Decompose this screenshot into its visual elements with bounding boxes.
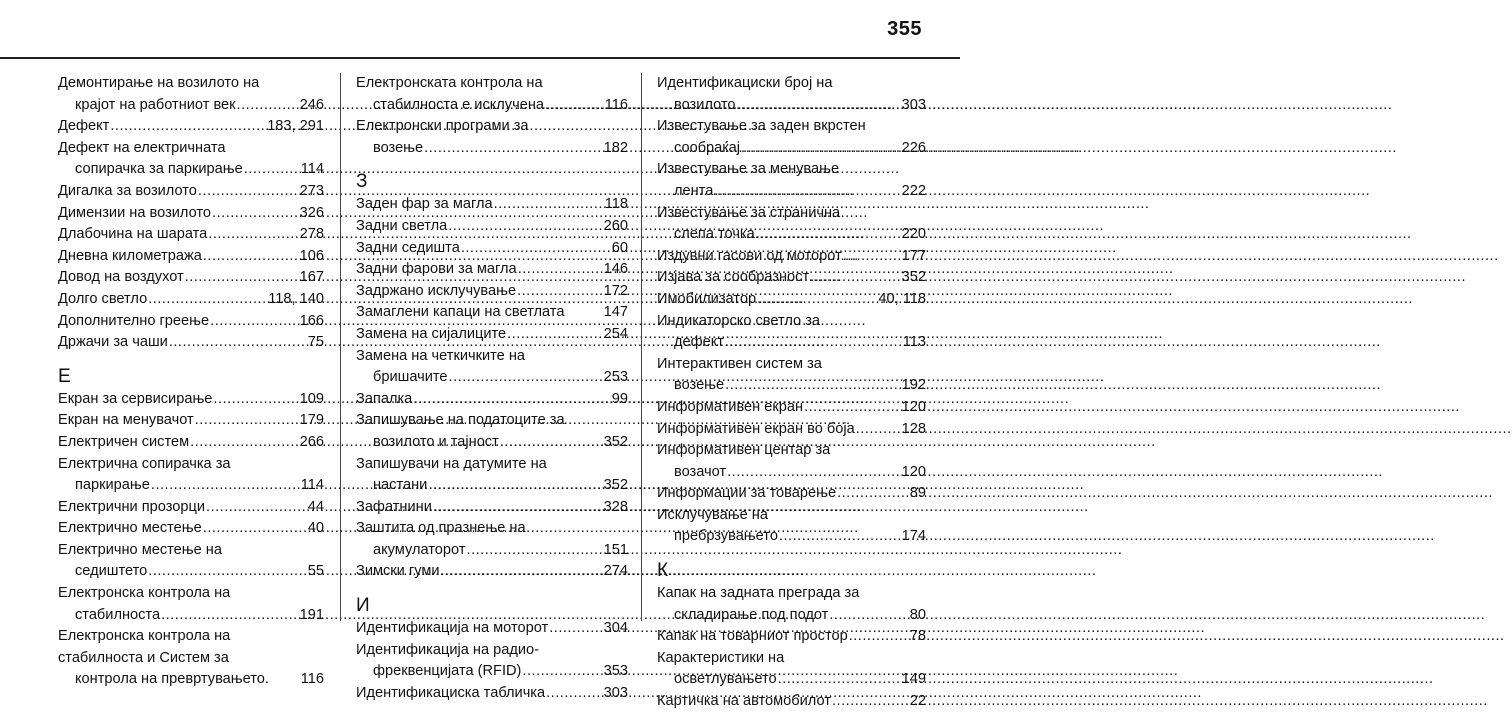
index-page-ref[interactable]: 118, 140 xyxy=(268,290,324,307)
index-entry-text: Димензии на возилото xyxy=(58,204,212,221)
index-page-ref[interactable]: 60 xyxy=(611,239,628,256)
index-entry-text: Електрична сопирачка за xyxy=(58,455,231,472)
index-entry xyxy=(58,454,324,497)
index-page-ref[interactable]: 303 xyxy=(603,684,628,701)
index-entry xyxy=(58,410,324,432)
index-entry-text: Задржано исклучување xyxy=(356,282,517,299)
index-entry-text: Идентификациски број на xyxy=(657,75,833,91)
dot-leader xyxy=(237,95,299,117)
index-page-ref[interactable]: 116 xyxy=(604,96,628,113)
dot-leader xyxy=(565,302,602,324)
dot-leader xyxy=(208,224,298,246)
index-entry xyxy=(356,497,628,519)
index-entry-text: Екран на менувачот xyxy=(58,412,194,429)
dot-leader xyxy=(517,281,603,303)
index-entry-text: Запишувачи на датумите на xyxy=(356,455,547,472)
index-entry-text: Запишување на податоците за xyxy=(356,412,565,429)
index-entry xyxy=(657,419,926,441)
index-page-ref[interactable]: 147 xyxy=(603,304,628,321)
index-entry xyxy=(58,518,324,540)
dot-leader xyxy=(725,375,900,397)
index-page-ref[interactable]: 120 xyxy=(901,398,926,415)
index-entry xyxy=(58,540,324,583)
index-page-ref[interactable]: 172 xyxy=(603,282,628,299)
index-entry-text: Запалка xyxy=(356,390,413,407)
dot-leader xyxy=(856,419,901,441)
dot-leader xyxy=(195,410,299,432)
index-entry-text: Дефект на електричната xyxy=(58,139,226,156)
dot-leader xyxy=(518,259,603,281)
index-entry-text: Заден фар за магла xyxy=(356,196,493,213)
index-entry xyxy=(356,194,628,216)
index-entry-text: осветлувањето xyxy=(674,671,777,688)
index-entry-text: Замена на сијалиците xyxy=(356,325,507,342)
index-entry xyxy=(58,432,324,454)
index-page-ref[interactable]: 22 xyxy=(909,693,926,710)
dot-leader xyxy=(545,95,604,117)
dot-leader xyxy=(198,181,299,203)
index-entry-text: возење xyxy=(373,139,424,156)
index-entry xyxy=(58,246,324,268)
index-entry xyxy=(356,618,628,640)
index-page-ref[interactable]: 167 xyxy=(299,269,324,286)
index-entry xyxy=(356,410,628,453)
index-entry-text: лента xyxy=(674,182,714,199)
index-page-ref[interactable]: 113 xyxy=(902,334,926,351)
dot-leader xyxy=(546,683,603,705)
index-entry xyxy=(657,203,926,246)
index-entry-text: стабилноста xyxy=(75,606,161,623)
dot-leader xyxy=(203,246,299,268)
dot-leader xyxy=(522,661,602,683)
index-entry-text: Електрично местење xyxy=(58,520,202,537)
index-entry-text: Известување за заден вкрстен xyxy=(657,118,866,135)
index-page-ref[interactable]: 106 xyxy=(299,247,324,264)
index-page-ref[interactable]: 114 xyxy=(300,161,324,178)
index-entry-text: Довод на воздухот xyxy=(58,269,184,286)
column-divider xyxy=(340,73,341,621)
index-page-ref[interactable]: 326 xyxy=(299,204,324,221)
index-entry xyxy=(657,583,926,626)
index-entry xyxy=(657,289,926,311)
index-entry xyxy=(58,138,324,181)
index-entry-text: возење xyxy=(674,377,725,394)
index-page-ref[interactable]: 273 xyxy=(299,182,324,199)
index-entry-text: Екран за сервисирање xyxy=(58,390,213,407)
index-entry-text: крајот на работниот век xyxy=(75,96,236,113)
index-entry-text: Замена на четкичките на xyxy=(356,347,526,364)
index-entry-text: контрола на превртувањето. xyxy=(75,671,269,688)
index-entry xyxy=(657,311,926,354)
dot-leader xyxy=(148,561,307,583)
index-page-ref[interactable]: 220 xyxy=(901,226,926,243)
dot-leader xyxy=(210,311,299,333)
index-entry xyxy=(657,354,926,397)
index-entry xyxy=(58,203,324,225)
index-entry-text: возилото xyxy=(674,96,736,113)
index-entry xyxy=(657,483,926,505)
dot-leader xyxy=(500,432,603,454)
index-entry xyxy=(356,683,628,705)
index-entry-text: дефект xyxy=(674,334,724,351)
index-entry-text: Демонтирање на возилото на xyxy=(58,75,260,91)
dot-leader xyxy=(741,138,901,160)
index-column-3 xyxy=(657,73,926,713)
dot-leader xyxy=(849,626,909,648)
dot-leader xyxy=(413,389,610,411)
dot-leader xyxy=(161,605,299,627)
index-entry xyxy=(657,267,926,289)
index-entry xyxy=(58,116,324,138)
index-entry-text: возачот xyxy=(674,463,727,480)
dot-leader xyxy=(461,238,611,260)
index-entry-text: стабилноста и Систем за xyxy=(58,649,229,666)
index-entry xyxy=(356,518,628,561)
index-page-ref[interactable]: 89 xyxy=(909,485,926,502)
index-page-ref[interactable]: 120 xyxy=(901,463,926,480)
index-entry-text: Електронска контрола на xyxy=(58,628,231,645)
dot-leader xyxy=(148,289,267,311)
index-column-2 xyxy=(356,73,628,704)
index-page-ref[interactable]: 222 xyxy=(901,182,926,199)
index-page-ref[interactable]: 353 xyxy=(603,663,628,680)
index-entry-text: Исклучување на xyxy=(657,506,768,523)
index-entry-text: Дефект xyxy=(58,118,110,135)
index-letter-heading: Е xyxy=(58,365,71,387)
index-entry-text: Информации за товарење xyxy=(657,485,837,502)
dot-leader xyxy=(778,669,901,691)
index-page-ref[interactable]: 191 xyxy=(299,606,324,623)
index-page-ref[interactable]: 55 xyxy=(307,563,324,580)
index-entry-text: Дневна километража xyxy=(58,247,202,264)
index-entry-text: Електричен систем xyxy=(58,433,190,450)
index-page-ref[interactable]: 177 xyxy=(901,247,926,264)
index-letter-heading: И xyxy=(356,595,370,617)
index-entry-text: седиштето xyxy=(75,563,148,580)
index-page-ref[interactable]: 352 xyxy=(901,269,926,286)
index-entry xyxy=(657,116,926,159)
index-entry xyxy=(356,389,628,411)
index-entry-text: Индикаторско светло за xyxy=(657,312,821,329)
dot-leader xyxy=(843,246,901,268)
page-number: 355 xyxy=(887,18,922,40)
index-entry xyxy=(58,583,324,626)
index-column-1 xyxy=(58,73,324,691)
index-page-ref[interactable]: 352 xyxy=(603,477,628,494)
index-entry xyxy=(356,640,628,683)
index-page-ref[interactable]: 116 xyxy=(300,671,324,688)
index-page-ref[interactable]: 118 xyxy=(604,196,628,213)
dot-leader xyxy=(756,224,901,246)
dot-leader xyxy=(244,159,300,181)
index-page-ref[interactable]: 80 xyxy=(909,606,926,623)
dot-leader xyxy=(714,181,900,203)
dot-leader xyxy=(441,561,603,583)
index-entry xyxy=(58,224,324,246)
index-page-ref[interactable]: 179 xyxy=(299,412,324,429)
dot-leader xyxy=(832,691,909,713)
dot-leader xyxy=(449,367,603,389)
index-entry-text: Задни седишта xyxy=(356,239,460,256)
index-page-ref[interactable]: 128 xyxy=(901,420,926,437)
index-page-ref[interactable]: 260 xyxy=(603,217,628,234)
index-page-ref[interactable]: 146 xyxy=(603,261,628,278)
index-entry xyxy=(356,324,628,346)
index-entry-text: Дополнително греење xyxy=(58,312,210,329)
index-entry-text: Држачи за чаши xyxy=(58,334,168,351)
dot-leader xyxy=(185,267,299,289)
dot-leader xyxy=(837,483,909,505)
index-page-ref[interactable]: 253 xyxy=(603,369,628,386)
dot-leader xyxy=(203,518,307,540)
index-entry xyxy=(58,389,324,411)
index-page-ref[interactable]: 254 xyxy=(603,325,628,342)
dot-leader xyxy=(428,475,602,497)
index-entry-text: Задни фарови за магла xyxy=(356,261,517,278)
index-entry-text: Идентификација на моторот xyxy=(356,620,549,637)
index-entry xyxy=(356,561,628,583)
index-page-ref[interactable]: 40 xyxy=(307,520,324,537)
index-page-ref[interactable]: 303 xyxy=(901,96,926,113)
dot-leader xyxy=(494,194,604,216)
index-entry xyxy=(657,440,926,483)
index-entry-text: Зафатнини xyxy=(356,498,432,515)
index-page-ref[interactable]: 149 xyxy=(901,671,926,688)
index-entry xyxy=(356,302,628,324)
index-page-ref[interactable]: 174 xyxy=(901,528,926,545)
index-entry-text: возилото и тајност xyxy=(373,433,499,450)
index-letter-heading: З xyxy=(356,171,368,193)
index-entry-text: Дигалка за возилото xyxy=(58,182,197,199)
dot-leader xyxy=(757,289,877,311)
index-entry-text: слепа точка xyxy=(674,226,755,243)
index-entry-text: настани xyxy=(373,477,428,494)
index-entry-text: Информативен центар за xyxy=(657,442,831,459)
top-rule xyxy=(0,57,960,59)
index-entry-text: Електронска контрола на xyxy=(58,585,231,602)
index-entry-text: Изјава за сообразност xyxy=(657,269,810,286)
index-page-ref[interactable]: 166 xyxy=(299,312,324,329)
index-entry-text: паркирање xyxy=(75,477,150,494)
index-entry-text: Заштита од празнење на xyxy=(356,520,526,537)
index-entry-text: стабилноста е исклучена xyxy=(373,96,544,113)
index-page-ref[interactable]: 44 xyxy=(307,498,324,515)
index-entry-text: Електрични прозорци xyxy=(58,498,205,515)
index-entry xyxy=(657,73,926,116)
index-entry-text: сопирачка за паркирање xyxy=(75,161,243,178)
index-page-ref[interactable]: 304 xyxy=(603,620,628,637)
dot-leader xyxy=(727,462,901,484)
index-page-ref[interactable]: 192 xyxy=(901,377,926,394)
index-entry-text: Информативен екран во боја xyxy=(657,420,855,437)
dot-leader xyxy=(507,324,602,346)
index-entry-text: Електрично местење на xyxy=(58,541,222,558)
dot-leader xyxy=(190,432,299,454)
index-page-ref[interactable]: 246 xyxy=(299,96,324,113)
dot-leader xyxy=(549,618,602,640)
index-entry xyxy=(58,497,324,519)
index-entry xyxy=(58,289,324,311)
index-page-ref[interactable]: 109 xyxy=(299,390,324,407)
index-entry-text: Длабочина на шарата xyxy=(58,226,208,243)
index-page-ref[interactable]: 266 xyxy=(299,433,324,450)
index-entry-text: Известување за странична xyxy=(657,204,841,221)
index-entry xyxy=(58,73,324,116)
index-letter-heading: К xyxy=(657,560,669,582)
dot-leader xyxy=(151,475,300,497)
index-entry xyxy=(58,626,324,691)
index-entry xyxy=(58,311,324,333)
index-page-ref[interactable]: 75 xyxy=(307,334,324,351)
index-entry-text: Информативен екран xyxy=(657,398,804,415)
dot-leader xyxy=(448,216,602,238)
index-entry xyxy=(58,181,324,203)
index-entry-text: Известување за менување xyxy=(657,161,840,178)
index-entry-text: Интерактивен систем за xyxy=(657,355,822,372)
index-entry-text: фреквенцијата (RFID) xyxy=(373,663,522,680)
index-entry xyxy=(657,626,926,648)
index-entry-text: Зимски гуми xyxy=(356,563,440,580)
index-entry-text: Долго светло xyxy=(58,290,148,307)
index-page-ref[interactable]: 40, 118 xyxy=(878,290,926,307)
index-entry xyxy=(657,505,926,548)
index-entry xyxy=(356,346,628,389)
dot-leader xyxy=(804,397,901,419)
index-page-ref[interactable]: 114 xyxy=(300,477,324,494)
dot-leader xyxy=(213,389,298,411)
index-entry xyxy=(58,267,324,289)
index-page-ref[interactable]: 99 xyxy=(611,390,628,407)
index-entry-text: Капак на товарниот простор xyxy=(657,628,848,645)
index-entry xyxy=(657,691,926,713)
index-entry-text: Картичка на автомобилот xyxy=(657,693,831,710)
index-page-ref[interactable]: 274 xyxy=(603,563,628,580)
index-entry-text: Замаглени капаци на светлата xyxy=(356,304,565,321)
dot-leader xyxy=(424,138,602,160)
index-entry-text: Издувни гасови од моторот xyxy=(657,247,842,264)
dot-leader xyxy=(779,526,901,548)
index-page-ref[interactable]: 182 xyxy=(603,139,628,156)
index-page-ref[interactable]: 352 xyxy=(603,433,628,450)
index-entry xyxy=(657,159,926,202)
dot-leader xyxy=(737,95,901,117)
index-entry-text: Идентификациска табличка xyxy=(356,684,546,701)
index-entry-text: Капак на задната преграда за xyxy=(657,585,860,602)
index-entry-text: Карактеристики на xyxy=(657,649,785,666)
index-entry xyxy=(657,648,926,691)
index-entry-text: Имобилизатор xyxy=(657,290,757,307)
index-entry xyxy=(356,238,628,260)
index-entry xyxy=(356,454,628,497)
index-page-ref[interactable]: 328 xyxy=(603,498,628,515)
index-entry xyxy=(657,397,926,419)
dot-leader xyxy=(206,497,307,519)
index-entry-text: акумулаторот xyxy=(373,541,466,558)
index-entry-text: Електронски програми за xyxy=(356,118,529,135)
index-entry xyxy=(657,246,926,268)
index-entry-text: Задни светла xyxy=(356,217,448,234)
index-entry-text: пребрзувањето xyxy=(674,528,778,545)
index-page-ref[interactable]: 183, 291 xyxy=(267,118,324,135)
dot-leader xyxy=(829,605,908,627)
index-page-ref[interactable]: 151 xyxy=(603,541,628,558)
index-entry xyxy=(356,116,628,159)
dot-leader xyxy=(810,267,901,289)
index-entry xyxy=(356,259,628,281)
dot-leader xyxy=(212,203,299,225)
index-entry-text: Електронската контрола на xyxy=(356,75,543,91)
index-entry xyxy=(356,216,628,238)
index-page-ref[interactable]: 78 xyxy=(909,628,926,645)
index-entry xyxy=(356,281,628,303)
dot-leader xyxy=(725,332,902,354)
dot-leader xyxy=(270,669,300,691)
index-entry xyxy=(356,73,628,116)
dot-leader xyxy=(169,332,307,354)
index-entry-text: сообраќај xyxy=(674,139,741,156)
index-entry-text: бришачите xyxy=(373,369,448,386)
index-entry-text: складирање под подот xyxy=(674,606,829,623)
index-entry-text: Идентификација на радио- xyxy=(356,641,540,658)
column-divider xyxy=(641,73,642,621)
dot-leader xyxy=(467,540,603,562)
index-page-ref[interactable]: 278 xyxy=(299,226,324,243)
dot-leader xyxy=(110,116,266,138)
dot-leader xyxy=(433,497,603,519)
index-entry xyxy=(58,332,324,354)
index-page-ref[interactable]: 226 xyxy=(901,139,926,156)
